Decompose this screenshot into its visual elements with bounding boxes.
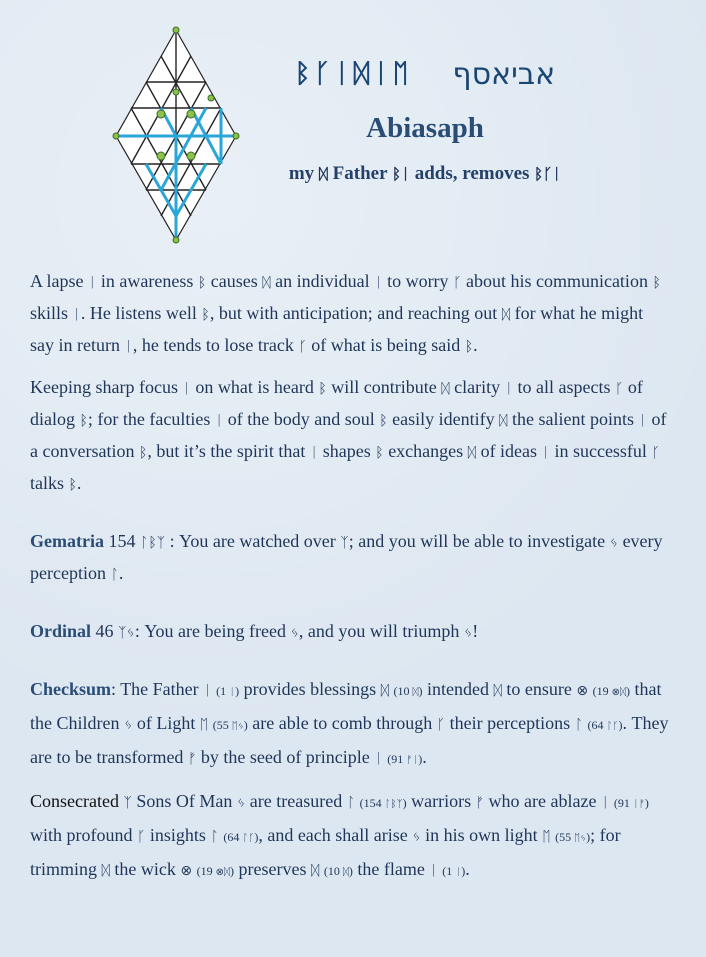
- title-block: [250, 52, 600, 185]
- text-segment: 154: [108, 531, 136, 551]
- text-segment: Consecrated: [30, 791, 119, 811]
- text-segment: warriors: [411, 791, 472, 811]
- paleo-glyph: ⊗ᛞ: [611, 687, 626, 698]
- paleo-glyph: ᛞ: [318, 165, 328, 183]
- paleo-glyph: ᛞ: [101, 863, 110, 879]
- text-segment: of what is being said: [311, 335, 461, 355]
- paleo-glyph: ᛞ: [310, 863, 320, 879]
- text-segment: Checksum: [30, 679, 112, 699]
- paleo-glyph: ᚴ: [651, 445, 660, 461]
- paleo-glyph: ᛚ: [346, 795, 356, 811]
- paleo-glyph: ᛞ: [467, 445, 477, 461]
- paleo-glyph: ᛉ: [340, 535, 349, 551]
- paleo-glyph: ᛖᛃ: [231, 721, 244, 732]
- paleo-glyph: ᛁ: [203, 683, 212, 699]
- paleo-glyph: ᛚ: [110, 567, 119, 583]
- paleo-hebrew-title: ᛒᚴᛁᛞᛁᛖ: [294, 59, 413, 89]
- hebrew-title: אביאסף: [452, 56, 556, 92]
- paragraph-ordinal: [30, 616, 670, 648]
- value-annotation: [555, 830, 590, 844]
- paleo-glyph: ᛞ: [501, 307, 511, 323]
- paleo-glyph: ᛒ: [375, 445, 384, 461]
- text-segment: are able to comb through: [252, 713, 433, 733]
- text-segment: exchanges: [388, 441, 464, 461]
- text-segment: .: [422, 747, 427, 767]
- text-segment: of Light: [136, 713, 196, 733]
- paleo-glyph: ᚴ: [436, 717, 446, 733]
- text-segment: who are ablaze: [488, 791, 597, 811]
- paleo-glyph: ᛞ: [499, 413, 508, 429]
- text-segment: (10: [323, 864, 340, 878]
- text-segment: , but it’s the spirit that: [147, 441, 306, 461]
- title-row: [250, 52, 600, 96]
- name-meaning: [250, 163, 600, 185]
- text-segment: to all aspects: [517, 377, 611, 397]
- text-segment: : You are being freed: [134, 621, 286, 641]
- text-segment: .: [76, 473, 82, 493]
- paleo-glyph: ᚴ: [615, 381, 624, 397]
- text-segment: of a conversation: [30, 409, 667, 461]
- text-segment: to worry: [387, 271, 449, 291]
- paleo-glyph: ᛁ: [214, 413, 224, 429]
- paleo-glyph: ᛁ: [638, 413, 647, 429]
- text-segment: ): [625, 684, 630, 698]
- paleo-glyph: ᛚᛒᛉ: [384, 799, 403, 810]
- paleo-glyph: ᛞ: [342, 867, 349, 878]
- text-segment: . He listens well: [80, 303, 197, 323]
- paleo-glyph: ᛁ: [309, 445, 319, 461]
- paleo-glyph: ᚠᛁ: [406, 755, 419, 766]
- value-annotation: [360, 796, 407, 810]
- value-annotation: [593, 684, 630, 698]
- text-segment: ): [402, 796, 407, 810]
- text-segment: (154: [359, 796, 382, 810]
- text-segment: in awareness: [100, 271, 194, 291]
- paleo-glyph: ᛁᚠ: [632, 799, 645, 810]
- text-segment: ): [586, 830, 591, 844]
- paleo-glyph: ᛃ: [290, 625, 299, 641]
- text-segment: in his own light: [425, 825, 538, 845]
- paleo-glyph: ᛞ: [493, 683, 502, 699]
- text-segment: an individual: [275, 271, 370, 291]
- text-segment: .: [473, 335, 478, 355]
- paleo-glyph: ᚠ: [187, 751, 197, 767]
- text-segment: , and you will triumph: [298, 621, 460, 641]
- text-segment: (64: [587, 718, 604, 732]
- text-segment: (19: [592, 684, 609, 698]
- text-segment: Sons Of Man: [136, 791, 233, 811]
- text-segment: easily identify: [392, 409, 495, 429]
- value-annotation: [223, 830, 258, 844]
- paleo-glyph: ᛞ: [412, 687, 419, 698]
- text-segment: clarity: [454, 377, 501, 397]
- paragraph-gematria: [30, 526, 670, 590]
- meaning-word: my: [288, 163, 315, 184]
- text-segment: , and each shall arise: [258, 825, 408, 845]
- value-annotation: [387, 752, 422, 766]
- text-segment: . They are to be transformed: [30, 713, 669, 767]
- paleo-glyph: ᛚᚴ: [242, 833, 255, 844]
- paleo-glyph: ᛁ: [72, 307, 81, 323]
- paleo-glyph: ᛖᛃ: [574, 833, 587, 844]
- text-segment: (55: [212, 718, 229, 732]
- text-segment: ): [348, 864, 353, 878]
- value-annotation: [614, 796, 649, 810]
- text-segment: their perceptions: [449, 713, 571, 733]
- text-segment: by the seed of principle: [200, 747, 370, 767]
- paleo-glyph: ᚴ: [137, 829, 146, 845]
- text-segment: , but with anticipation; and reaching out: [209, 303, 498, 323]
- paleo-glyph: ᛃ: [236, 795, 246, 811]
- text-segment: (91: [387, 752, 404, 766]
- tree-of-life-diamond-diagram: [112, 26, 240, 244]
- paleo-glyph: ᛖ: [199, 717, 209, 733]
- text-segment: the salient points: [512, 409, 635, 429]
- text-segment: (1: [442, 864, 453, 878]
- paleo-glyph: ᛒᛁ: [391, 165, 410, 183]
- paleo-glyph: ᚴ: [453, 275, 462, 291]
- value-annotation: [442, 864, 465, 878]
- paleo-glyph: ᛃ: [609, 535, 619, 551]
- paleo-glyph: ⊗: [180, 863, 193, 879]
- paleo-glyph: ᚴ: [298, 339, 307, 355]
- meaning-word: adds, removes: [414, 163, 530, 184]
- paleo-glyph: ᛞ: [380, 683, 389, 699]
- paleo-glyph: ᛚ: [210, 829, 219, 845]
- text-segment: shapes: [322, 441, 371, 461]
- text-segment: of the body and soul: [227, 409, 375, 429]
- paleo-glyph: ᛁ: [182, 381, 191, 397]
- text-segment: the wick: [114, 859, 176, 879]
- paragraph-consecrated: [30, 786, 670, 888]
- text-segment: ): [418, 752, 423, 766]
- paleo-glyph: ᛒ: [318, 381, 327, 397]
- text-segment: A lapse: [30, 271, 84, 291]
- paleo-glyph: ᛒ: [197, 275, 207, 291]
- text-segment: Gematria: [30, 531, 104, 551]
- text-segment: will contribute: [331, 377, 437, 397]
- paleo-glyph: ᛁ: [88, 275, 97, 291]
- paleo-glyph: ᛒ: [379, 413, 388, 429]
- text-segment: 46: [95, 621, 114, 641]
- paleo-glyph: ᛁ: [429, 863, 438, 879]
- text-segment: (55: [555, 830, 572, 844]
- paleo-glyph: ᚠ: [475, 795, 485, 811]
- paleo-glyph: ᛁ: [374, 275, 383, 291]
- text-segment: Keeping sharp focus: [30, 377, 178, 397]
- paleo-glyph: ᛃ: [463, 625, 473, 641]
- text-segment: on what is heard: [195, 377, 314, 397]
- paleo-glyph: ᛚᚴ: [606, 721, 619, 732]
- text-segment: that the Children: [30, 679, 662, 733]
- text-segment: are treasured: [249, 791, 343, 811]
- text-segment: preserves: [238, 859, 307, 879]
- name-title: Abiasaph: [366, 112, 484, 144]
- text-segment: ): [618, 718, 623, 732]
- value-annotation: [213, 718, 248, 732]
- paleo-glyph: ᛁ: [600, 795, 610, 811]
- value-annotation: [588, 718, 623, 732]
- text-segment: to ensure: [506, 679, 572, 699]
- text-segment: of dialog: [30, 377, 643, 429]
- value-annotation: [197, 864, 234, 878]
- text-segment: about his communication: [465, 271, 648, 291]
- paleo-glyph: ᛉᛃ: [118, 625, 135, 641]
- text-segment: (1: [216, 684, 227, 698]
- text-segment: .: [465, 859, 470, 879]
- text-segment: causes: [210, 271, 258, 291]
- paleo-glyph: ᛃ: [123, 717, 133, 733]
- paleo-glyph: ᛁ: [124, 339, 133, 355]
- text-segment: (64: [223, 830, 240, 844]
- paleo-glyph: ᛉ: [123, 795, 132, 811]
- text-segment: for what he might say in return: [30, 303, 644, 355]
- text-segment: ; for the faculties: [87, 409, 211, 429]
- paleo-glyph: ᛒ: [652, 275, 661, 291]
- value-annotation: [216, 684, 239, 698]
- meaning-word: Father: [332, 163, 388, 184]
- text-segment: ): [254, 830, 259, 844]
- paleo-glyph: ᛒ: [464, 339, 474, 355]
- text-segment: (19: [196, 864, 213, 878]
- paleo-glyph: ⊗: [576, 683, 589, 699]
- text-segment: Ordinal: [30, 621, 92, 641]
- text-segment: ): [243, 718, 248, 732]
- text-segment: with profound: [30, 825, 133, 845]
- text-segment: the flame: [357, 859, 425, 879]
- paleo-glyph: ᛞ: [441, 381, 450, 397]
- body-text: [30, 266, 670, 888]
- paleo-glyph: ᛁ: [229, 687, 236, 698]
- paleo-glyph: ᛖ: [542, 829, 551, 845]
- text-segment: insights: [149, 825, 206, 845]
- text-segment: talks: [30, 473, 64, 493]
- text-segment: skills: [30, 303, 69, 323]
- text-segment: .: [118, 563, 124, 583]
- text-segment: : The Father: [111, 679, 199, 699]
- text-segment: ): [235, 684, 240, 698]
- paleo-glyph: ᛞ: [262, 275, 271, 291]
- text-segment: every perception: [30, 531, 663, 583]
- text-segment: provides blessings: [243, 679, 377, 699]
- paragraph-lapse: [30, 266, 670, 362]
- paleo-glyph: ᛃ: [412, 829, 421, 845]
- text-segment: ): [461, 864, 466, 878]
- text-segment: , he tends to lose track: [132, 335, 294, 355]
- paleo-glyph: ᛁ: [455, 867, 462, 878]
- text-segment: ): [644, 796, 649, 810]
- paleo-glyph: ᛒ: [138, 445, 148, 461]
- paleo-glyph: ᛁ: [504, 381, 514, 397]
- paleo-glyph: ᛁ: [541, 445, 550, 461]
- paragraph-checksum: [30, 674, 670, 776]
- text-segment: ; for trimming: [30, 825, 621, 879]
- text-segment: ; and you will be able to investigate: [348, 531, 606, 551]
- paleo-glyph: ᛒ: [79, 413, 88, 429]
- text-segment: of ideas: [480, 441, 538, 461]
- paleo-glyph: ᛒᚴᛁ: [534, 165, 562, 183]
- value-annotation: [324, 864, 353, 878]
- paleo-glyph: ᛒ: [68, 477, 77, 493]
- paleo-glyph: ᛒ: [201, 307, 210, 323]
- text-segment: intended: [426, 679, 489, 699]
- text-segment: : You are watched over: [169, 531, 336, 551]
- text-segment: !: [472, 621, 479, 641]
- text-segment: (91: [613, 796, 630, 810]
- paleo-glyph: ᛁ: [374, 751, 383, 767]
- paleo-glyph: ᛚ: [574, 717, 584, 733]
- text-segment: in successful: [554, 441, 647, 461]
- value-annotation: [393, 684, 422, 698]
- paragraph-focus: [30, 372, 670, 500]
- paleo-glyph: ⊗ᛞ: [215, 867, 231, 878]
- text-segment: ): [418, 684, 423, 698]
- text-segment: ): [230, 864, 235, 878]
- paleo-glyph: ᛚᛒᛉ: [139, 535, 166, 551]
- text-segment: (10: [393, 684, 410, 698]
